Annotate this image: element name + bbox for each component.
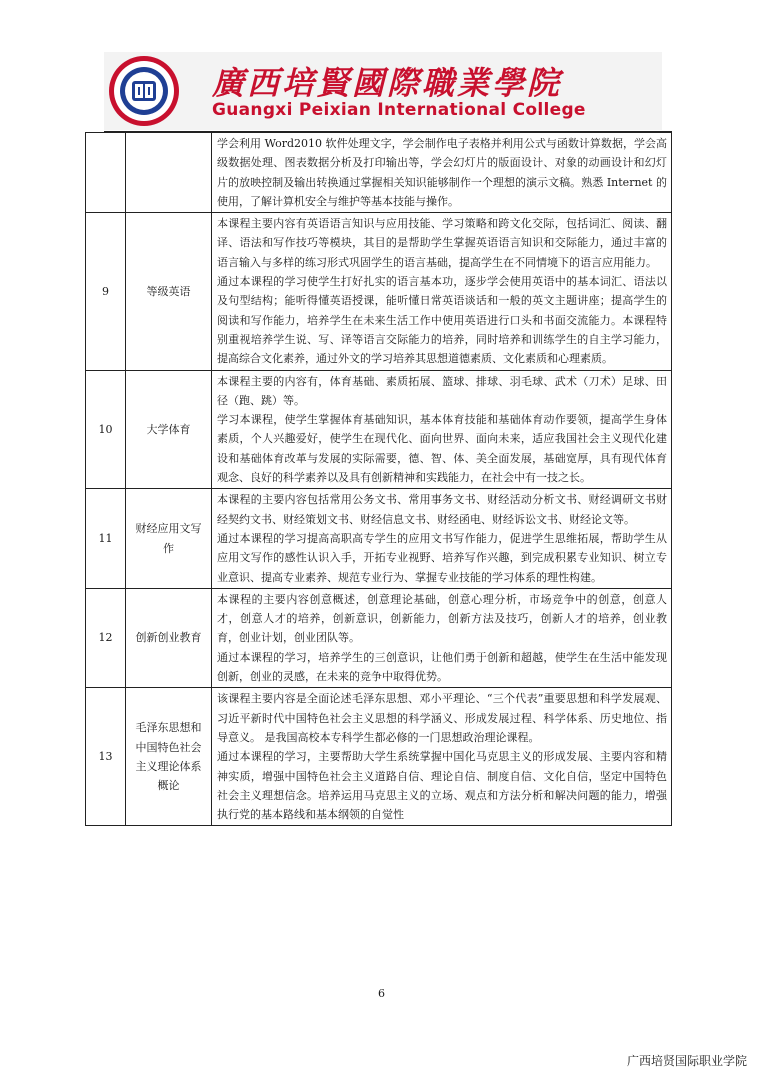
course-name — [126, 133, 212, 213]
college-name-chinese: 廣西培賢國際職業學院 — [212, 64, 563, 102]
course-description — [212, 370, 672, 489]
course-name: 大学体育 — [126, 370, 212, 489]
course-description — [212, 133, 672, 213]
description-paragraph: 本课程主要内容有英语语言知识与应用技能、学习策略和跨文化交际，包括词汇、阅读、翻译、语法和写作技巧等模块，其目的是帮助学生掌握英语语言知识和交际能力，通过丰富的语言输入与多样的练习形式巩固学生的语言基础，提高学生在不同情境下的语言应用能力。 — [217, 217, 667, 269]
description-paragraph: 本课程的主要内容创意概述，创意理论基础，创意心理分析，市场竞争中的创意，创意人才，创意人才的培养，创新意识，创新能力，创新方法及技巧，创新人才的培养，创业教育，创业计划，创业团队等。 — [217, 592, 667, 645]
table-row — [86, 133, 672, 213]
page-number: 6 — [378, 987, 385, 1000]
course-description — [212, 688, 672, 826]
course-number: 13 — [86, 688, 126, 826]
description-paragraph: 本课程的主要内容包括常用公务文书、常用事务文书、财经活动分析文书、财经调研文书财经契约文书、财经策划文书、财经信息文书、财经函电、财经诉讼文书、财经论文等。 — [217, 493, 667, 526]
table-row — [86, 489, 672, 588]
college-header — [104, 52, 662, 130]
course-number: 10 — [86, 370, 126, 489]
table-row — [86, 588, 672, 687]
college-seal-logo — [106, 54, 182, 128]
course-number: 9 — [86, 213, 126, 370]
description-paragraph: 学习本课程，使学生掌握体育基础知识，基本体育技能和基础体育动作要领，提高学生身体素质，个人兴趣爱好，使学生在现代化、面向世界、面向未来，适应我国社会主义现代化建设和基础体育改革与发展的实际需要，德、智、体、美全面发展，基础宽厚，具有现代体育观念、良好的科学素养以及具有创新精神和实践能力，在社会中有一技之长。 — [217, 413, 667, 485]
course-name: 创新创业教育 — [126, 588, 212, 687]
course-description — [212, 588, 672, 687]
college-name-english: Guangxi Peixian International College — [212, 100, 586, 120]
footer-college-name: 广西培贤国际职业学院 — [626, 1054, 747, 1068]
course-number — [86, 133, 126, 213]
course-number: 11 — [86, 489, 126, 588]
description-paragraph: 通过本课程的学习使学生打好扎实的语言基本功，逐步学会使用英语中的基本词汇、语法以及句型结构；能听得懂英语授课，能听懂日常英语谈话和一般的英文主题讲座；提高学生的阅读和写作能力，培养学生在未来生活工作中使用英语进行口头和书面交流能力。本课程特别重视培养学生说、写、译等语言交际能力的培养，同时培养和训练学生的自主学习能力，提高综合文化素养，通过外文的学习培养其思想道德素质、文化素质和心理素质。 — [217, 275, 667, 366]
table-row — [86, 688, 672, 826]
description-paragraph: 通过本课程的学习，培养学生的三创意识，让他们勇于创新和超越，使学生在生活中能发现创新，创业的灵感，在未来的竞争中取得优势。 — [217, 650, 667, 684]
course-description — [212, 489, 672, 588]
course-name: 毛泽东思想和中国特色社会主义理论体系概论 — [126, 688, 212, 826]
description-paragraph: 学会利用 Word2010 软件处理文字，学会制作电子表格并利用公式与函数计算数据，学会高级数据处理、图表数据分析及打印输出等，学会幻灯片的版面设计、对象的动画设计和幻灯片的放映控制及输出转换通过掌握相关知识能够制作一个理想的演示文稿。熟悉 Internet 的使用，了解计算机安全与维护等基本技能与操作。 — [217, 137, 667, 208]
course-description — [212, 213, 672, 370]
course-table — [85, 132, 672, 826]
description-paragraph: 通过本课程的学习，主要帮助大学生系统掌握中国化马克思主义的形成发展、主要内容和精神实质，增强中国特色社会主义道路自信、理论自信、制度自信、文化自信，坚定中国特色社会主义理想信念。培养运用马克思主义的立场、观点和方法分析和解决问题的能力，增强执行党的基本路线和基本纲领的自觉性 — [217, 750, 667, 822]
course-number: 12 — [86, 588, 126, 687]
course-table-body — [86, 133, 672, 826]
course-name: 等级英语 — [126, 213, 212, 370]
table-row — [86, 370, 672, 489]
course-name: 财经应用文写作 — [126, 489, 212, 588]
description-paragraph: 通过本课程的学习提高高职高专学生的应用文书写作能力，促进学生思维拓展，帮助学生从应用文写作的感性认识入手，开拓专业视野、培养写作兴趣，到完成积累专业知识、树立专业意识、提高专业素养、规范专业行为、掌握专业技能的学习体系的理性构建。 — [217, 531, 667, 584]
description-paragraph: 本课程主要的内容有，体育基础、素质拓展、篮球、排球、羽毛球、武术（刀术）足球、田径（跑、跳）等。 — [217, 374, 667, 407]
description-paragraph: 该课程主要内容是全面论述毛泽东思想、邓小平理论、“三个代表”重要思想和科学发展观、习近平新时代中国特色社会主义思想的科学涵义、形成发展过程、科学体系、历史地位、指导意义。 是我国高校本专科学生都必修的一门思想政治理论课程。 — [217, 692, 667, 744]
table-row — [86, 213, 672, 370]
